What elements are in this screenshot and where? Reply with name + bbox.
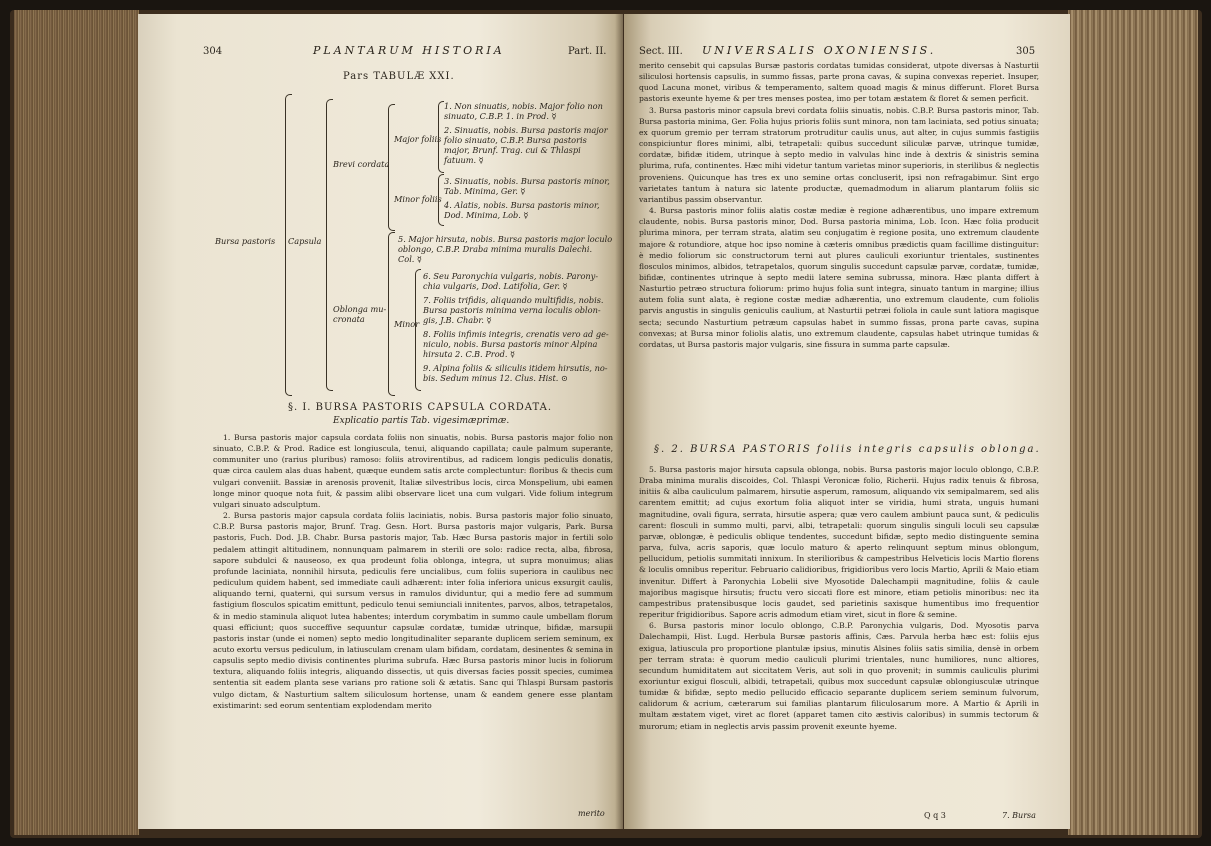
tree-item-3: 3. Sinuatis, nobis. Bursa pastoris minor, Tab. Minima, Ger. ☿ [444, 176, 610, 196]
right-paragraph-6: 6. Bursa pastoris minor loculo oblongo, C.B.P. Paronychia vulgaris, Dod. Myosotis parva Dalechampii, Hist. Lugd. Herbula Bursæ pastoris affinis, Cæs. Parvula herba hæc est: foliis ejus exigua, latiuscula pro proportione plantulæ ipsius, minutis Alsines foliis satis similia, densè in orbem per terram strata: è quorum medio cauliculi plurimi trientales, nunc humiliores, nunc altiores, secundum humiditatem aut siccitatem Veris, aut soli in quo provenit; in summis cauliculis plurimi exoriuntur exigui flosculi, albidi, tetrapetali, quibus mox succedunt capsulæ oblongiusculæ utrinque tumidæ & bifidæ, septo medio pellucido efficacio separante duplicem seriem seminum fulvorum, calidorum & acrium, cæterarum sui familias plantarum filiculosarum more. A Martio & Aprili in multam æstatem viget, viret ac floret (apparet tamen cito æstivis caloribus) in summis tectorum & murorum; etiam in neglectis arvis passim provenit exeunte hyeme. [639, 621, 1039, 731]
left-paragraph-1: 1. Bursa pastoris major capsula cordata foliis non sinuatis, nobis. Bursa pastoris major folio non sinuato, C.B.P. & Prod. Radice est longiuscula, tenui, aliquando capillata; caule palmum superante, communiter uno (rarius pluribus) ramoso: foliis atrovirentibus, ad radicem longis pediculis donatis, quæ circa caulem alas duas habent, quæque eundem satis arcte complectuntur: floribus & thecis cum vulgari conveniit. Bassiæ in arenosis provenit, Italiæ silvestribus locis, circa Monspelium, ubi eamen longe minor quoque nota fuit, & passim alibi observare licet una cum vulgari. Vide folium integrum vulgari sinuato adsculptum. [213, 433, 613, 509]
tree-major-foliis: Major foliis [394, 134, 442, 144]
tree-minor-foliis: Minor foliis [394, 194, 442, 204]
right-section-label: Sect. III. [639, 46, 683, 57]
left-part-label: Part. II. [568, 46, 607, 57]
classification-tree [138, 14, 623, 404]
section-1-subtitle: Explicatio partis Tab. vigesimæprimæ. [333, 416, 510, 426]
right-body-bottom [639, 464, 1039, 809]
tree-item-1: 1. Non sinuatis, nobis. Major folio non sinuato, C.B.P. 1. in Prod. ☿ [444, 101, 603, 121]
signature-mark: Q q 3 [924, 811, 946, 820]
tree-item-7: 7. Foliis trifidis, aliquando multifidis, nobis. Bursa pastoris minima verna loculis oblon- gis, J.B. Chabr. ☿ [423, 295, 604, 325]
tree-item-4: 4. Alatis, nobis. Bursa pastoris minor, Dod. Minima, Lob. ☿ [444, 200, 600, 220]
left-running-head: PLANTARUM HISTORIA [313, 44, 505, 57]
right-paragraph-2: 3. Bursa pastoris minor capsula brevi cordata foliis sinuatis, nobis. C.B.P. Bursa pastoris minor, Tab. Bursa pastoria minima, Ger. Folia hujus prioris foliis sunt minora, non tam laciniata, sed potius sinuata; ex quorum gremio per terram stratorum protruditur caulis unus, aut alter, in cujus summis fastigiis conspiciuntur flores minimi, albi, tetrapetali: quibus succedunt siliculæ parvæ, utrinque tumidæ, cordatæ, bifidæ itidem, utrinque à septo medio in valvulas hinc inde à dextris & sinistris semina plurima, rufa, continentes. Hæc mihi videtur tantum varietas minor superioris, in sterilibus & neglectis proveniens. Quicunque has tres ex uno semine ortas concluserit, ipsi non refragabimur. Sint ergo varietates tantum à natura sic latente productæ, quemadmodum in aliarum plantarum foliis sic variantibus passim observantur. [639, 105, 1039, 204]
brace-oblonga [388, 232, 395, 396]
right-paragraph-3: 4. Bursa pastoris minor foliis alatis costæ mediæ è regione adhærentibus, uno impare extremum claudente, nobis. Bursa pastoris minor, Dod. Bursa pastoria minima, Lob. Icon. Hæc folia producit plurima minora, per terram strata, alatim seu conjugatim è regione posita, uno extremum claudente majore & rotundiore, atque hoc ipso nomine à cæteris omnibus prædictis quam facillime distinguitur: è medio foliorum sic constructorum terni aut plures cauliculi exoriuntur trientales, sustinentes flosculos minimos, albidos, tetrapetalos, quorum singulis succedunt capsulæ parvæ, cordatæ, tumidæ, bifidæ, continentes utrinque à septo medii latere semina subrussa, minora. Hæc planta differt à Nasturtio petræo structura foliorum: primo hujus folia sunt integra, sinuato tantum in margine; illius autem folia sunt alata, è regione costæ mediæ adhærentia, uno extremum claudente, cum foliolis parvis angustis in singulis geniculis caulium, at Nasturtii petræi foliola in caule sunt latiora magisque secta; secundo Nasturtium petræum capsulas habet in summo fissas, prona parte cavas, supina convexas; at Bursa minor foliolis alatis, uno extremum claudente, capsulas habet utrinque tumidas & cordatas, ut Bursa pastoris major vulgaris, sine fissura in summa parte capsulæ. [639, 206, 1039, 349]
left-page [138, 14, 623, 829]
right-page-number: 305 [1016, 46, 1036, 57]
tree-item-8: 8. Foliis infimis integris, crenatis vero ad ge- niculo, nobis. Bursa pastoris minor Alpina hirsuta 2. C.B. Prod. ☿ [423, 329, 609, 359]
right-paragraph-5: 5. Bursa pastoris major hirsuta capsula oblonga, nobis. Bursa pastoris major loculo oblongo, C.B.P. Draba minima muralis discoides, Col. Thlaspi Veronicæ folio, Richerii. Hujus radix tenuis & fibrosa, initiis & alba cauliculum palmarem, hirsutie asperum, ramosum, aliquando vix semipalmarem, sed alis carentem emittit; ad cujus exortum folia aliquot inter se viridia, humi strata, unguis humani magnitudine, ovali figura, serrata, hirsutie aspera; quæ vero caulem ambiunt pauca sunt, & pediculis carent: flosculi in summo multi, parvi, albi, tetrapetali: quorum singulis singuli loculi seu capsulæ parvæ, oblongæ, è pediculis oblique tendentes, succedunt bifidæ, septo medio distinguente semina parva, fulva, acris saporis, quæ loculo maturo & aperto relinquunt septum minus oblongum, pellucidum, petiolis summitati innixum. In sterilioribus & campestribus Helveticis locis Martio florens & loculis omnibus reperitur. Februario calidioribus, frigidioribus vero locis Martio, Aprili & Maio etiam invenitur. Differt à Paronychia Lobelii sive Myosotide Dalechampii magnitudine, foliis & caule majoribus magisque hirsutis; fructu vero siccati flore est minore, etiam petiolis minoribus: nec ita campestribus pratensibusque locis gaudet, sed parietinis saxisque humentibus imo frequentior reperitur frigidioribus. Sapore acris admodum etiam viret, sicut in flore & semine. [639, 465, 1039, 620]
tree-brevi: Brevi cordata [333, 159, 390, 169]
left-paragraph-2: 2. Bursa pastoris major capsula cordata foliis laciniatis, nobis. Bursa pastoris major folio sinuato, C.B.P. Bursa pastoris major, Brunf. Trag. Gesn. Hort. Bursa pastoris major vulgaris, Park. Bursa pastoris, Fuch. Dod. J.B. Chabr. Bursa pastoris major, Tab. Hæc Bursa pastoris major in fertili solo pedalem attingit altitudinem, nonnunquam palmarem in sterili ore solo: radice recta, alba, fibrosa, sapore subdulci & nauseoso, ex qua prodeunt folia oblonga, integra, ut supra monuimus; alias profunde laciniata, nonnihil hirsuta, pediculis fere uncialibus, cum foliis superiora in caulibus nec pediculum quidem habent, sed immediate cauli adhærent: inter folia inferiora unicus exsurgit caulis, aliquando terni, quaterni, qui sursum versus in ramulos dividuntur, qui a medio fere ad summum fastigium flosculos spicatim emittunt, pediculo tenui semiunciali innitentes, parvos, albos, tetrapetalos, & in medio staminula aliquot lutea habentes; interdum corymbatim in summo caule umbellam florum quasi efficiunt; quos succeffive sequuntur capsulæ cordatæ, tumidæ utrinque, bifidæ, marsupii pastoris instar (unde ei nomen) septo medio longitudinaliter separante duplicem seriem seminum, ex acuto exortu versus pediculum, in latiusculam crenam ulam bifidam, cordatam, desinentes & semina in capsulis septo medio divisis continentes plurima subrufa. Hæc Bursa pastoris minor lucis in foliorum textura, aliquando foliis integris, aliquando dissectis, ut quis diversas facies possit species, cumimea sententia sit eadem planta sese varians pro ratione soli & ætatis. Sanc qui Thlaspi Bursam pastoris vulgo dictam, & Nasturtium saltem siliculosum hortense, unam & eandem genere esse plantam existimarint: sed eorum sententiam explodendam merito [213, 511, 613, 710]
right-page-edges [1068, 10, 1198, 835]
right-page [624, 14, 1070, 829]
right-running-head: UNIVERSALIS OXONIENSIS. [702, 44, 937, 57]
tree-item-2: 2. Sinuatis, nobis. Bursa pastoris major folio sinuato, C.B.P. Bursa pastoris major, Brunf. Trag. cui & Thlaspi fatuum. ☿ [444, 125, 608, 165]
section-2-heading: §. 2. BURSA PASTORIS foliis integris capsulis oblonga. [654, 444, 1041, 455]
left-body-text [213, 432, 613, 807]
tree-minor: Minor [394, 319, 420, 329]
tree-item-9: 9. Alpina foliis & siliculis itidem hirsutis, no- bis. Sedum minus 12. Clus. Hist. ⊙ [423, 363, 608, 383]
tree-capsula: Capsula [288, 236, 322, 246]
brace-capsula [326, 99, 333, 391]
tree-item-6: 6. Seu Paronychia vulgaris, nobis. Parony- chia vulgaris, Dod. Latifolia, Ger. ☿ [423, 271, 599, 291]
left-catchword: merito [578, 809, 605, 818]
left-page-edges [14, 10, 139, 835]
right-body-top [639, 60, 1039, 440]
tree-root: Bursa pastoris [215, 236, 276, 246]
brace-minor [415, 269, 421, 391]
brace-brevi [388, 104, 395, 231]
tree-item-5: 5. Major hirsuta, nobis. Bursa pastoris major loculo oblongo, C.B.P. Draba minima muralis Dalechi. Col. ☿ [398, 234, 613, 264]
section-1-heading: §. I. BURSA PASTORIS CAPSULA CORDATA. [288, 402, 552, 413]
tree-oblonga: Oblonga mu- cronata [333, 304, 387, 324]
left-page-number: 304 [203, 46, 223, 57]
right-catchword: 7. Bursa [1002, 811, 1036, 820]
pars-title: Pars TABULÆ XXI. [343, 71, 455, 82]
right-paragraph-1: merito censebit qui capsulas Bursæ pastoris cordatas tumidas considerat, utpote diversas à Nasturtii siliculosi hortensis capsulis, in summo fissas, parte prona cavas, & supina convexas reperiet. Insuper, quod Lacuna monet, viribus & temperamento, saltem quoad magis & minus differunt. Floret Bursa pastoris exeunte hyeme & per tres menses postea, imo per totam æstatem & floret & semen perficit. [639, 61, 1039, 104]
